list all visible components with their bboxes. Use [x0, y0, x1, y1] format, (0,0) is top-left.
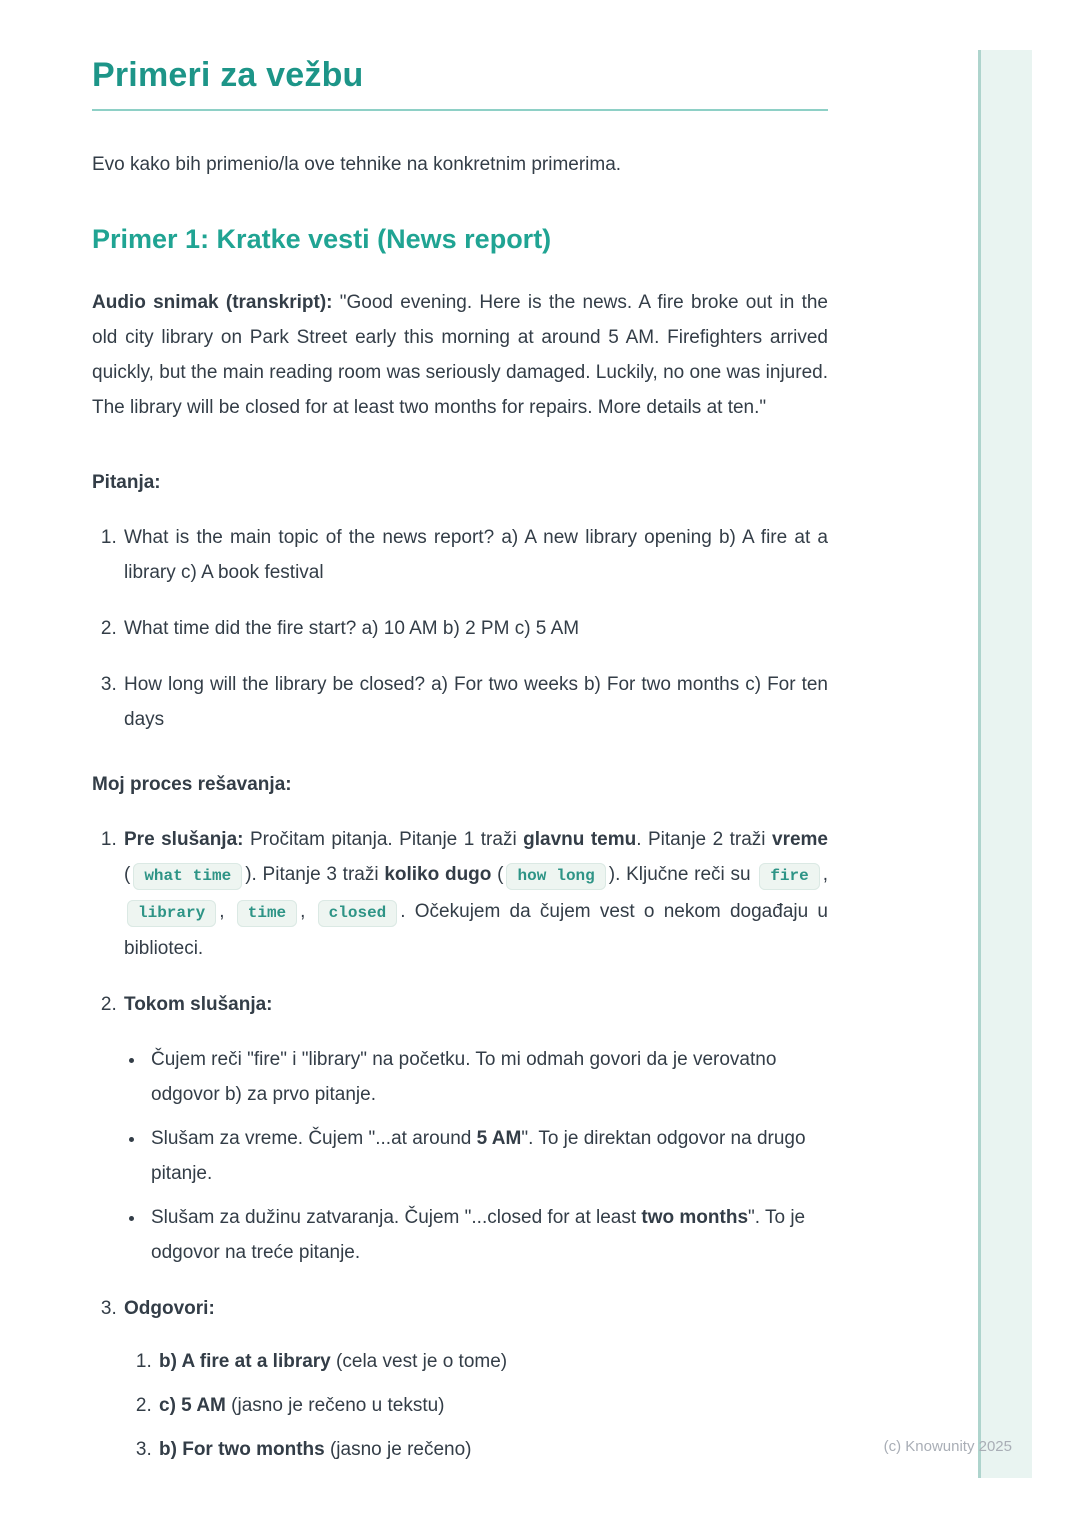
body-text: Čujem reči "fire" i "library" na početku. To mi odmah govori da je verovatno odgovor b) za prvo pitanje.	[151, 1049, 777, 1105]
process-step-pre	[122, 822, 828, 966]
body-text: . Očekujem da čujem vest o nekom događaju u biblioteci.	[124, 901, 828, 959]
body-text: "Good evening. Here is the news. A fire broke out in the old city library on Park Street early this morning at around 5 AM. Firefighters arrived quickly, but the main reading room was seriously damaged. Luckily, no one was injured. The library will be closed for at least two months for repairs. More details at ten."	[92, 292, 828, 418]
body-text: ,	[300, 901, 315, 922]
body-text: (	[124, 864, 131, 885]
answer-item	[157, 1388, 828, 1423]
bold-text: vreme	[772, 829, 828, 850]
bold-text: Tokom slušanja:	[124, 994, 273, 1015]
bold-text: b) For two months	[159, 1439, 325, 1460]
bullet-item	[146, 1200, 828, 1270]
body-text: Slušam za vreme. Čujem "...at around	[151, 1128, 477, 1149]
body-text: Pročitam pitanja. Pitanje 1 traži	[243, 829, 524, 850]
keyword-chip: closed	[318, 900, 398, 927]
body-text: Slušam za dužinu zatvaranja. Čujem "...closed for at least	[151, 1207, 642, 1228]
body-text: ). Ključne reči su	[608, 864, 757, 885]
keyword-chip: what time	[133, 863, 242, 890]
process-step-during	[122, 987, 828, 1270]
bullet-item	[146, 1042, 828, 1112]
body-text: ). Pitanje 3 traži	[245, 864, 385, 885]
document-page	[92, 0, 828, 1467]
process-list	[92, 822, 828, 1467]
keyword-chip: fire	[759, 863, 819, 890]
bold-text: koliko dugo	[384, 864, 492, 885]
bold-text: two months	[641, 1207, 749, 1228]
body-text: (cela vest je o tome)	[330, 1351, 508, 1372]
body-text: ". To je odgovor na treće pitanje.	[151, 1207, 806, 1263]
body-text: ,	[822, 864, 829, 885]
step-text	[124, 822, 828, 966]
during-bullets-list	[124, 1042, 828, 1270]
body-text: ,	[219, 901, 234, 922]
step-text	[124, 1291, 828, 1326]
keyword-chip: time	[237, 900, 297, 927]
decorative-side-stripe	[978, 50, 1032, 1478]
body-text: (jasno je rečeno)	[324, 1439, 472, 1460]
bold-text: Pre slušanja:	[124, 829, 244, 850]
questions-label: Pitanja:	[92, 472, 161, 493]
answer-item	[157, 1432, 828, 1467]
bold-text: Audio snimak (transkript):	[92, 292, 333, 313]
body-text: (	[491, 864, 504, 885]
bold-text: Odgovori:	[124, 1298, 215, 1319]
answer-item	[157, 1344, 828, 1379]
question-item: 2. What time did the fire start? a) 10 AM b) 2 PM c) 5 AM	[122, 611, 828, 646]
process-step-answers	[122, 1291, 828, 1467]
body-text: ". To je direktan odgovor na drugo pitanje.	[151, 1128, 806, 1184]
answers-list	[124, 1344, 828, 1467]
bold-text: b) A fire at a library	[159, 1351, 331, 1372]
body-text: (jasno je rečeno u tekstu)	[225, 1395, 445, 1416]
bullet-item	[146, 1121, 828, 1191]
bold-text: 5 AM	[476, 1128, 522, 1149]
footer-credit: (c) Knowunity 2025	[883, 1438, 1012, 1455]
question-item: 1. What is the main topic of the news report? a) A new library opening b) A fire at a library c) A book festival	[122, 520, 828, 590]
transcript-paragraph	[92, 285, 828, 425]
questions-list	[92, 520, 828, 737]
section-heading: Primer 1: Kratke vesti (News report)	[92, 224, 552, 254]
process-label: Moj proces rešavanja:	[92, 774, 292, 795]
intro-text: Evo kako bih primenio/la ove tehnike na konkretnim primerima.	[92, 154, 622, 175]
bold-text: glavnu temu	[523, 829, 637, 850]
page-title: Primeri za vežbu	[92, 56, 364, 94]
title-divider	[92, 109, 828, 111]
keyword-chip: how long	[506, 863, 605, 890]
step-text	[124, 987, 828, 1022]
question-item: 3. How long will the library be closed? a) For two weeks b) For two months c) For ten days	[122, 667, 828, 737]
body-text: . Pitanje 2 traži	[636, 829, 772, 850]
keyword-chip: library	[127, 900, 216, 927]
bold-text: c) 5 AM	[159, 1395, 226, 1416]
